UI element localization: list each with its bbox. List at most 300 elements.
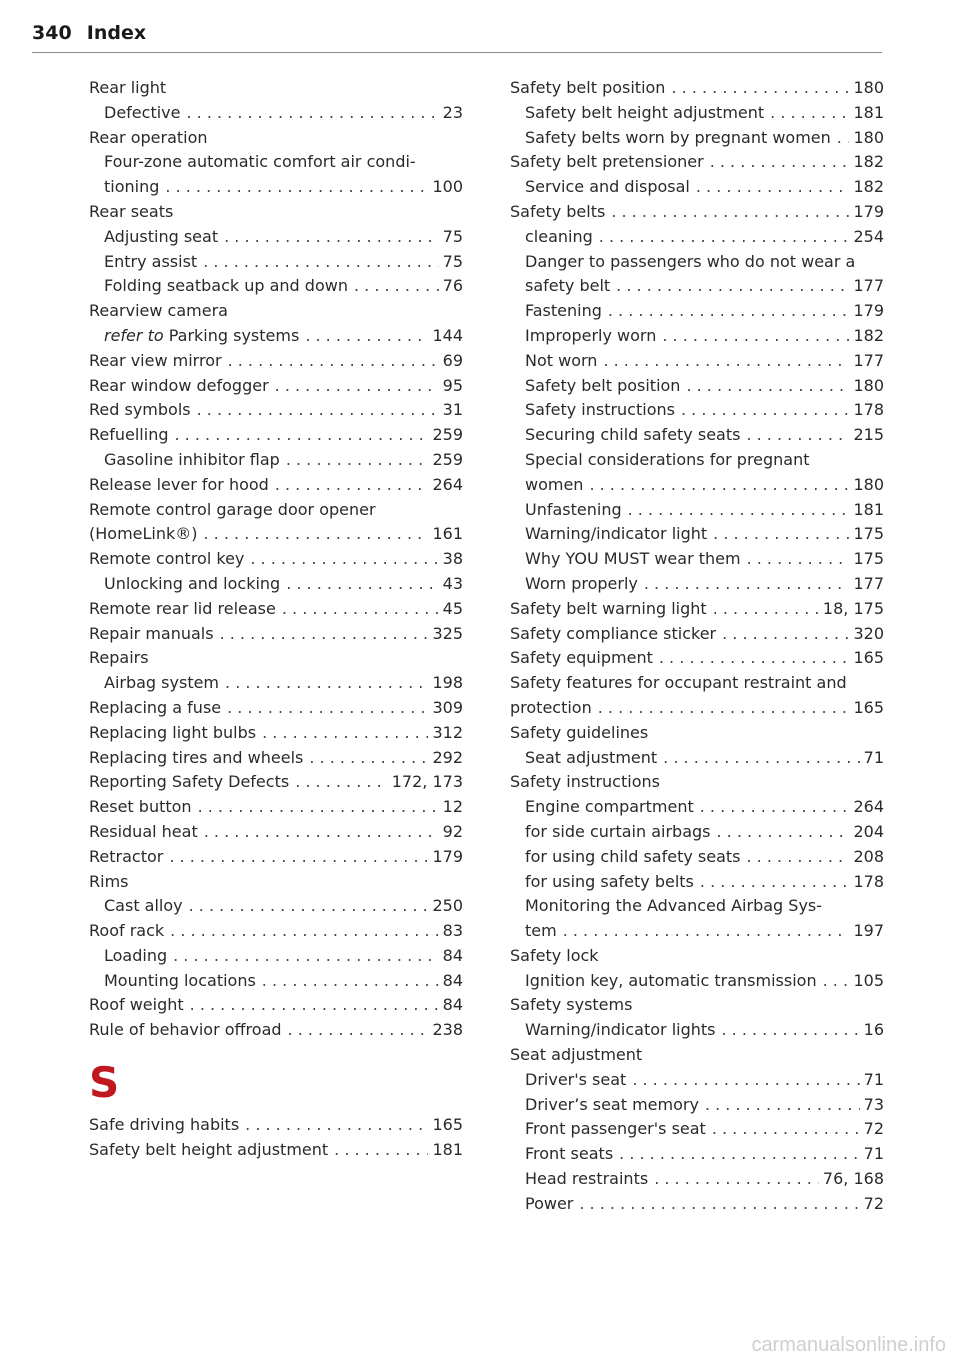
index-entry	[89, 845, 463, 870]
index-term: Danger to passengers who do not wear a	[525, 251, 856, 271]
page-reference: 325	[432, 623, 463, 643]
page-reference: 292	[432, 747, 463, 767]
dot-leader	[770, 101, 849, 126]
index-term: for using child safety seats	[525, 846, 741, 866]
index-term: Warning/indicator lights	[525, 1020, 716, 1040]
dot-leader	[190, 993, 439, 1018]
page-reference: 38	[442, 549, 463, 569]
index-entry	[89, 473, 463, 498]
index-entry	[510, 76, 884, 101]
index-term: Unlocking and locking	[104, 573, 281, 593]
index-entry	[89, 101, 463, 126]
page-reference: 250	[432, 896, 463, 916]
page-reference: 105	[853, 970, 884, 990]
index-entry	[510, 1018, 884, 1043]
index-term: Why YOU MUST wear them	[525, 549, 741, 569]
dot-leader	[710, 150, 850, 175]
index-entry	[510, 1142, 884, 1167]
index-entry	[89, 870, 463, 895]
page-reference: 182	[853, 152, 884, 172]
dot-leader	[599, 225, 850, 250]
page-reference: 309	[432, 697, 463, 717]
page-reference: 178	[853, 400, 884, 420]
page-reference: 180	[853, 127, 884, 147]
index-term: Warning/indicator light	[525, 524, 708, 544]
index-entry	[510, 993, 884, 1018]
page-reference: 180	[853, 375, 884, 395]
index-entry	[510, 671, 884, 696]
index-column-right	[510, 76, 884, 1217]
dot-leader	[616, 274, 849, 299]
index-term: Rear window defogger	[89, 375, 269, 395]
index-entry	[510, 200, 884, 225]
index-term: Defective	[104, 102, 181, 122]
dot-leader	[700, 870, 850, 895]
index-entry	[89, 671, 463, 696]
dot-leader	[654, 1167, 819, 1192]
dot-leader	[286, 572, 438, 597]
index-term: Rear light	[89, 78, 167, 97]
page-reference: 178	[853, 871, 884, 891]
index-entry	[89, 746, 463, 771]
dot-leader	[644, 572, 850, 597]
index-entry	[89, 374, 463, 399]
page-reference: 76, 168	[822, 1169, 884, 1189]
index-entry	[89, 721, 463, 746]
dot-leader	[747, 547, 850, 572]
index-entry	[89, 597, 463, 622]
dot-leader	[608, 299, 850, 324]
index-entry	[89, 969, 463, 994]
index-entry	[510, 374, 884, 399]
index-term: Safety equipment	[510, 648, 653, 668]
index-term: Rims	[89, 871, 129, 891]
page-reference: 259	[432, 425, 463, 445]
index-entry	[510, 795, 884, 820]
index-term: for using safety belts	[525, 871, 694, 891]
dot-leader	[598, 696, 850, 721]
index-term-text: Parking systems	[168, 325, 300, 345]
page-reference: 16	[863, 1020, 884, 1040]
index-entry	[510, 969, 884, 994]
index-term: Replacing a fuse	[89, 697, 222, 717]
index-term: Airbag system	[104, 673, 220, 693]
page-reference: 165	[432, 1115, 463, 1135]
index-entry	[510, 1043, 884, 1068]
index-term: Reporting Safety Defects	[89, 772, 290, 792]
index-entry	[89, 1113, 463, 1138]
index-entry	[89, 696, 463, 721]
index-entry	[510, 572, 884, 597]
page-reference: 182	[853, 325, 884, 345]
dot-leader	[354, 274, 439, 299]
index-term: Rule of behavior offroad	[89, 1020, 282, 1040]
dot-leader	[579, 1192, 859, 1217]
dot-leader	[220, 622, 429, 647]
index-entry	[510, 1117, 884, 1142]
page-reference: 92	[442, 821, 463, 841]
dot-leader	[713, 597, 819, 622]
index-term: Rear view mirror	[89, 350, 222, 370]
index-entry	[89, 547, 463, 572]
refer-to-label: refer to	[104, 325, 164, 345]
dot-leader	[198, 795, 439, 820]
index-entry	[510, 820, 884, 845]
page-reference: 71	[863, 747, 884, 767]
dot-leader	[227, 696, 428, 721]
index-entry	[89, 919, 463, 944]
dot-leader	[722, 622, 849, 647]
dot-leader	[282, 597, 439, 622]
index-term: Ignition key, automatic transmission	[525, 970, 817, 990]
dot-leader	[173, 944, 439, 969]
index-term: Loading	[104, 945, 168, 965]
index-entry	[510, 845, 884, 870]
dot-leader	[204, 522, 429, 547]
page-reference: 71	[863, 1144, 884, 1164]
dot-leader	[334, 1138, 428, 1163]
dot-leader	[286, 448, 429, 473]
page-reference: 264	[432, 474, 463, 494]
index-term: Rearview camera	[89, 301, 228, 321]
index-term: Driver’s seat memory	[525, 1094, 699, 1114]
page-reference: 75	[442, 226, 463, 246]
dot-leader	[262, 721, 428, 746]
dot-leader	[204, 820, 439, 845]
page-reference: 31	[442, 400, 463, 420]
index-term: Safety guidelines	[510, 722, 649, 742]
index-entry	[510, 522, 884, 547]
dot-leader	[203, 250, 438, 275]
index-term: Retractor	[89, 846, 164, 866]
index-term: Safety belt pretensioner	[510, 152, 704, 172]
page-reference: 18, 175	[822, 598, 884, 618]
index-term: Securing child safety seats	[525, 425, 741, 445]
page-reference: 179	[853, 201, 884, 221]
index-term: Remote control key	[89, 549, 245, 569]
index-term: Monitoring the Advanced Airbag Sys-	[525, 896, 823, 916]
index-entry	[89, 448, 463, 473]
index-term: Safety belt height adjustment	[525, 102, 765, 122]
page-reference: 238	[432, 1020, 463, 1040]
index-term: Improperly worn	[525, 325, 657, 345]
dot-leader	[275, 473, 429, 498]
page-reference: 12	[442, 797, 463, 817]
dot-leader	[705, 1093, 860, 1118]
index-entry	[510, 597, 884, 622]
page-reference: 23	[442, 102, 463, 122]
index-term: Safety belt position	[510, 78, 666, 97]
index-term: Safety compliance sticker	[510, 623, 717, 643]
index-term: Seat adjustment	[525, 747, 658, 767]
index-entry	[89, 423, 463, 448]
index-term: Mounting locations	[104, 970, 256, 990]
dot-leader	[225, 671, 428, 696]
dot-leader	[671, 76, 849, 101]
dot-leader	[619, 1142, 859, 1167]
page-reference: 180	[853, 78, 884, 97]
index-list-s-left	[89, 1113, 463, 1163]
dot-leader	[603, 349, 849, 374]
page-reference: 181	[432, 1139, 463, 1159]
index-term: Power	[525, 1193, 574, 1213]
dot-leader	[721, 1018, 859, 1043]
page-reference: 95	[442, 375, 463, 395]
index-term: Folding seatback up and down	[104, 276, 348, 296]
page-reference: 69	[442, 350, 463, 370]
index-entry	[89, 498, 463, 523]
index-entry	[89, 622, 463, 647]
index-entry	[510, 1068, 884, 1093]
index-entry	[510, 944, 884, 969]
page-reference: 165	[853, 648, 884, 668]
page-reference: 100	[432, 177, 463, 197]
index-entry	[510, 250, 884, 275]
dot-leader	[628, 498, 850, 523]
dot-leader	[224, 225, 439, 250]
index-entry	[89, 522, 463, 547]
page-reference: 175	[853, 524, 884, 544]
index-term: Safety features for occupant restraint and	[510, 673, 847, 693]
page-reference: 161	[432, 524, 463, 544]
index-term: Roof weight	[89, 995, 184, 1015]
index-entry	[89, 225, 463, 250]
index-entry	[89, 572, 463, 597]
dot-leader	[228, 349, 439, 374]
index-entry	[89, 324, 463, 349]
page-reference: 181	[853, 499, 884, 519]
page-reference: 72	[863, 1193, 884, 1213]
index-term: Safety belt position	[525, 375, 681, 395]
dot-leader	[713, 522, 849, 547]
dot-leader	[662, 324, 849, 349]
index-term: Special considerations for pregnant	[525, 449, 810, 469]
dot-leader	[197, 398, 439, 423]
index-term: women	[525, 474, 584, 494]
index-entry	[510, 721, 884, 746]
page-header	[32, 22, 882, 44]
index-entry	[510, 473, 884, 498]
page-reference: 198	[432, 673, 463, 693]
index-list-r	[89, 76, 463, 1043]
page-reference: 180	[853, 474, 884, 494]
index-entry	[89, 646, 463, 671]
index-term	[104, 324, 299, 349]
index-entry	[510, 870, 884, 895]
index-entry	[510, 498, 884, 523]
index-entry	[89, 200, 463, 225]
dot-leader	[837, 126, 850, 151]
index-term: Safety instructions	[525, 400, 675, 420]
page-reference: 84	[442, 945, 463, 965]
index-entry	[510, 1167, 884, 1192]
index-term: Seat adjustment	[510, 1045, 643, 1065]
page-reference: 177	[853, 350, 884, 370]
dot-leader	[696, 175, 850, 200]
index-term: Repair manuals	[89, 623, 214, 643]
page-reference: 182	[853, 177, 884, 197]
index-entry	[510, 894, 884, 919]
dot-leader	[170, 919, 439, 944]
index-entry	[510, 770, 884, 795]
index-entry	[510, 622, 884, 647]
index-term: cleaning	[525, 226, 593, 246]
index-term: Engine compartment	[525, 797, 694, 817]
page-reference: 45	[442, 598, 463, 618]
index-entry	[89, 76, 463, 101]
dot-leader	[700, 795, 850, 820]
page-reference: 179	[432, 846, 463, 866]
index-term: Rear operation	[89, 127, 208, 147]
dot-leader	[186, 101, 438, 126]
page-reference: 72	[863, 1119, 884, 1139]
dot-leader	[165, 175, 428, 200]
page-reference: 71	[863, 1069, 884, 1089]
index-term: Service and disposal	[525, 177, 690, 197]
index-term: Front passenger's seat	[525, 1119, 706, 1139]
index-entry	[89, 894, 463, 919]
index-term: Adjusting seat	[104, 226, 219, 246]
dot-leader	[309, 746, 428, 771]
index-list-s-right	[510, 76, 884, 1217]
page-reference: 208	[853, 846, 884, 866]
dot-leader	[305, 324, 428, 349]
index-entry	[510, 225, 884, 250]
dot-leader	[611, 200, 849, 225]
index-term: Front seats	[525, 1144, 614, 1164]
index-entry	[89, 1018, 463, 1043]
index-term: Refuelling	[89, 425, 169, 445]
index-term: Replacing light bulbs	[89, 722, 257, 742]
dot-leader	[295, 770, 388, 795]
index-entry	[510, 919, 884, 944]
page-reference: 254	[853, 226, 884, 246]
dot-leader	[686, 374, 849, 399]
footer-watermark: carmanualsonline.info	[751, 1334, 946, 1356]
index-term: Red symbols	[89, 400, 191, 420]
dot-leader	[169, 845, 428, 870]
index-term: Roof rack	[89, 921, 165, 941]
index-entry	[510, 150, 884, 175]
page-number: 340	[32, 22, 72, 44]
index-term: protection	[510, 697, 592, 717]
page-reference: 43	[442, 573, 463, 593]
page-reference: 84	[442, 995, 463, 1015]
index-entry	[510, 274, 884, 299]
index-term: Remote control garage door opener	[89, 499, 376, 519]
index-term: Unfastening	[525, 499, 622, 519]
index-term: Safety lock	[510, 945, 599, 965]
dot-leader	[563, 919, 850, 944]
index-term: Safety instructions	[510, 772, 660, 792]
index-term: Driver's seat	[525, 1069, 627, 1089]
index-term: Repairs	[89, 648, 149, 668]
dot-leader	[712, 1117, 860, 1142]
index-term: Not worn	[525, 350, 598, 370]
index-entry	[510, 398, 884, 423]
index-entry	[89, 398, 463, 423]
page-reference: 76	[442, 276, 463, 296]
page-reference: 177	[853, 276, 884, 296]
index-term: Safety belt height adjustment	[89, 1139, 329, 1159]
index-term: Entry assist	[104, 251, 198, 271]
index-term: (HomeLink®)	[89, 524, 198, 544]
dot-leader	[262, 969, 439, 994]
index-entry	[510, 126, 884, 151]
index-entry	[510, 324, 884, 349]
index-entry	[89, 150, 463, 175]
dot-leader	[189, 894, 429, 919]
index-term: Safety belts worn by pregnant women	[525, 127, 831, 147]
index-entry	[510, 175, 884, 200]
index-entry	[510, 746, 884, 771]
page-reference: 172, 173	[391, 772, 463, 792]
dot-leader	[717, 820, 850, 845]
page-reference: 204	[853, 821, 884, 841]
index-entry	[89, 175, 463, 200]
index-term: Cast alloy	[104, 896, 183, 916]
index-term: for side curtain airbags	[525, 821, 711, 841]
page-reference: 73	[863, 1094, 884, 1114]
index-term: Residual heat	[89, 821, 198, 841]
page-title: Index	[86, 22, 147, 44]
index-entry	[89, 944, 463, 969]
dot-leader	[632, 1068, 859, 1093]
index-term: Worn properly	[525, 573, 638, 593]
dot-leader	[175, 423, 429, 448]
page-reference: 83	[442, 921, 463, 941]
index-entry	[89, 820, 463, 845]
index-term: Four-zone automatic comfort air condi-	[104, 152, 416, 172]
page-reference: 179	[853, 301, 884, 321]
page-reference: 75	[442, 251, 463, 271]
dot-leader	[659, 646, 850, 671]
section-letter-s: S	[89, 1058, 120, 1108]
index-term: tioning	[104, 177, 160, 197]
index-term: tem	[525, 921, 557, 941]
index-term: Replacing tires and wheels	[89, 747, 304, 767]
index-entry	[89, 126, 463, 151]
page-reference: 144	[432, 325, 463, 345]
page-reference: 259	[432, 449, 463, 469]
index-entry	[510, 448, 884, 473]
page-reference: 197	[853, 921, 884, 941]
dot-leader	[663, 746, 859, 771]
index-entry	[89, 349, 463, 374]
index-term: Remote rear lid release	[89, 598, 276, 618]
index-entry	[510, 349, 884, 374]
index-entry	[510, 1192, 884, 1217]
header-divider	[32, 52, 882, 53]
index-column-left	[89, 76, 463, 1163]
index-term: Safety systems	[510, 995, 633, 1015]
page-reference: 181	[853, 102, 884, 122]
index-entry	[89, 250, 463, 275]
index-entry	[89, 795, 463, 820]
page-reference: 320	[853, 623, 884, 643]
index-entry	[89, 299, 463, 324]
index-term: safety belt	[525, 276, 611, 296]
page-reference: 264	[853, 797, 884, 817]
page-reference: 84	[442, 970, 463, 990]
page-reference: 165	[853, 697, 884, 717]
index-term: Reset button	[89, 797, 192, 817]
page-reference: 177	[853, 573, 884, 593]
index-term: Fastening	[525, 301, 602, 321]
page-reference: 215	[853, 425, 884, 445]
dot-leader	[823, 969, 850, 994]
index-entry	[89, 770, 463, 795]
